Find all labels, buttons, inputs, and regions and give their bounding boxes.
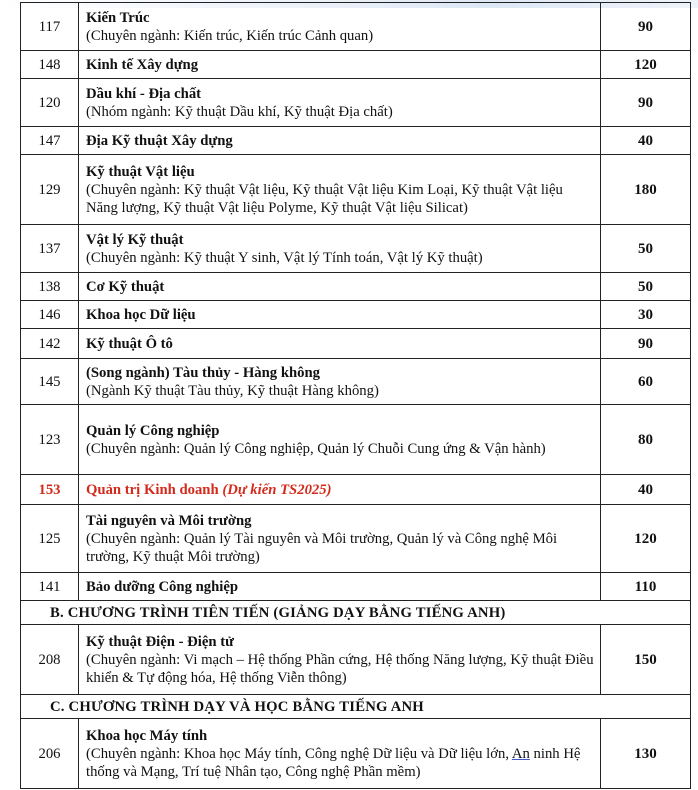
table-row [21, 3, 691, 51]
program-name-cell [79, 719, 601, 789]
program-subtitle: (Chuyên ngành: Kiến trúc, Kiến trúc Cảnh quan) [86, 27, 374, 44]
program-title: Quản trị Kinh doanh [86, 481, 219, 498]
table-row [21, 273, 691, 301]
program-code: 129 [21, 155, 79, 225]
program-subtitle: (Chuyên ngành: Kỹ thuật Vật liệu, Kỹ thuật Vật liệu Kim Loại, Kỹ thuật Vật liệu Năng lượng, Kỹ thuật Vật liệu Polyme, Kỹ thuật Vật liệu Silicat) [86, 181, 563, 216]
program-quota: 130 [601, 719, 691, 789]
program-code: 146 [21, 301, 79, 329]
program-quota: 50 [601, 273, 691, 301]
program-note: (Dự kiến TS2025) [222, 481, 332, 498]
program-name-cell [79, 359, 601, 405]
program-quota: 90 [601, 329, 691, 359]
program-name-cell [79, 273, 601, 301]
subtitle-part: (Chuyên ngành: Khoa học Máy tính, Công nghệ Dữ liệu và Dữ liệu lớn, [86, 745, 512, 762]
program-name-cell [79, 127, 601, 155]
program-quota: 120 [601, 505, 691, 573]
program-name-cell [79, 51, 601, 79]
program-title: Kỹ thuật Vật liệu [86, 163, 195, 180]
program-title: Kinh tế Xây dựng [86, 56, 199, 73]
program-code: 147 [21, 127, 79, 155]
table-row [21, 359, 691, 405]
program-code: 120 [21, 79, 79, 127]
program-subtitle [86, 745, 594, 781]
program-quota: 90 [601, 79, 691, 127]
program-code: 208 [21, 625, 79, 695]
program-quota: 40 [601, 475, 691, 505]
program-quota: 50 [601, 225, 691, 273]
program-quota: 180 [601, 155, 691, 225]
section-c-heading: C. CHƯƠNG TRÌNH DẠY VÀ HỌC BẰNG TIẾNG ANH [21, 695, 691, 719]
program-title: Vật lý Kỹ thuật [86, 231, 184, 248]
table-row [21, 301, 691, 329]
program-title: Kỹ thuật Ô tô [86, 335, 173, 352]
section-heading-row [21, 601, 691, 625]
section-heading-row [21, 695, 691, 719]
table-row [21, 405, 691, 475]
program-title: Kỹ thuật Điện - Điện tử [86, 633, 234, 650]
program-code: 145 [21, 359, 79, 405]
program-name-cell [79, 155, 601, 225]
program-name-cell [79, 79, 601, 127]
program-name-cell [79, 405, 601, 475]
program-name-cell [79, 475, 601, 505]
program-name-cell [79, 625, 601, 695]
program-title: Tài nguyên và Môi trường [86, 512, 252, 529]
program-code: 141 [21, 573, 79, 601]
program-title: Cơ Kỹ thuật [86, 278, 165, 295]
program-title: (Song ngành) Tàu thủy - Hàng không [86, 364, 321, 381]
program-subtitle: (Chuyên ngành: Vi mạch – Hệ thống Phần cứng, Hệ thống Năng lượng, Kỹ thuật Điều khiển & Tự động hóa, Hệ thống Viễn thông) [86, 651, 594, 686]
program-name-cell [79, 3, 601, 51]
program-code: 148 [21, 51, 79, 79]
table-row [21, 719, 691, 789]
table-row [21, 155, 691, 225]
program-code: 123 [21, 405, 79, 475]
program-title: Kiến Trúc [86, 9, 150, 26]
program-quota: 120 [601, 51, 691, 79]
table-row [21, 625, 691, 695]
admission-table [20, 2, 691, 789]
table-row [21, 51, 691, 79]
program-name-cell [79, 225, 601, 273]
spellcheck-underlined-word: An [511, 745, 530, 762]
program-quota: 80 [601, 405, 691, 475]
highlighted-row [21, 475, 691, 505]
program-code: 206 [21, 719, 79, 789]
program-subtitle: (Nhóm ngành: Kỹ thuật Dầu khí, Kỹ thuật Địa chất) [86, 103, 393, 120]
subtitle-part: ninh Hệ thống và Mạng, Trí tuệ Nhân tạo, Công nghệ Phần mềm) [86, 745, 581, 780]
program-subtitle: (Chuyên ngành: Quản lý Công nghiệp, Quản lý Chuỗi Cung ứng & Vận hành) [86, 440, 546, 457]
program-name-cell [79, 329, 601, 359]
table-row [21, 329, 691, 359]
program-code: 125 [21, 505, 79, 573]
program-title: Khoa học Máy tính [86, 727, 208, 744]
program-code: 138 [21, 273, 79, 301]
program-subtitle: (Chuyên ngành: Quản lý Tài nguyên và Môi trường, Quản lý và Công nghệ Môi trường, Kỹ thuật Môi trường) [86, 530, 558, 565]
program-code: 142 [21, 329, 79, 359]
program-name-cell [79, 301, 601, 329]
program-code: 153 [21, 475, 79, 505]
program-code: 117 [21, 3, 79, 51]
program-title: Bảo dưỡng Công nghiệp [86, 578, 239, 595]
program-quota: 90 [601, 3, 691, 51]
program-subtitle: (Chuyên ngành: Kỹ thuật Y sinh, Vật lý Tính toán, Vật lý Kỹ thuật) [86, 249, 483, 266]
program-subtitle: (Ngành Kỹ thuật Tàu thủy, Kỹ thuật Hàng không) [86, 382, 379, 399]
table-row [21, 573, 691, 601]
program-title: Địa Kỹ thuật Xây dựng [86, 132, 233, 149]
program-quota: 110 [601, 573, 691, 601]
program-name-cell [79, 505, 601, 573]
table-row [21, 225, 691, 273]
table-row [21, 79, 691, 127]
program-name-cell [79, 573, 601, 601]
program-title: Quản lý Công nghiệp [86, 422, 220, 439]
section-b-heading: B. CHƯƠNG TRÌNH TIÊN TIẾN (GIẢNG DẠY BẰNG TIẾNG ANH) [21, 601, 691, 625]
program-quota: 30 [601, 301, 691, 329]
program-quota: 40 [601, 127, 691, 155]
program-title: Dầu khí - Địa chất [86, 85, 202, 102]
table-row [21, 127, 691, 155]
program-quota: 150 [601, 625, 691, 695]
table-row [21, 505, 691, 573]
program-quota: 60 [601, 359, 691, 405]
program-title: Khoa học Dữ liệu [86, 306, 196, 323]
program-code: 137 [21, 225, 79, 273]
